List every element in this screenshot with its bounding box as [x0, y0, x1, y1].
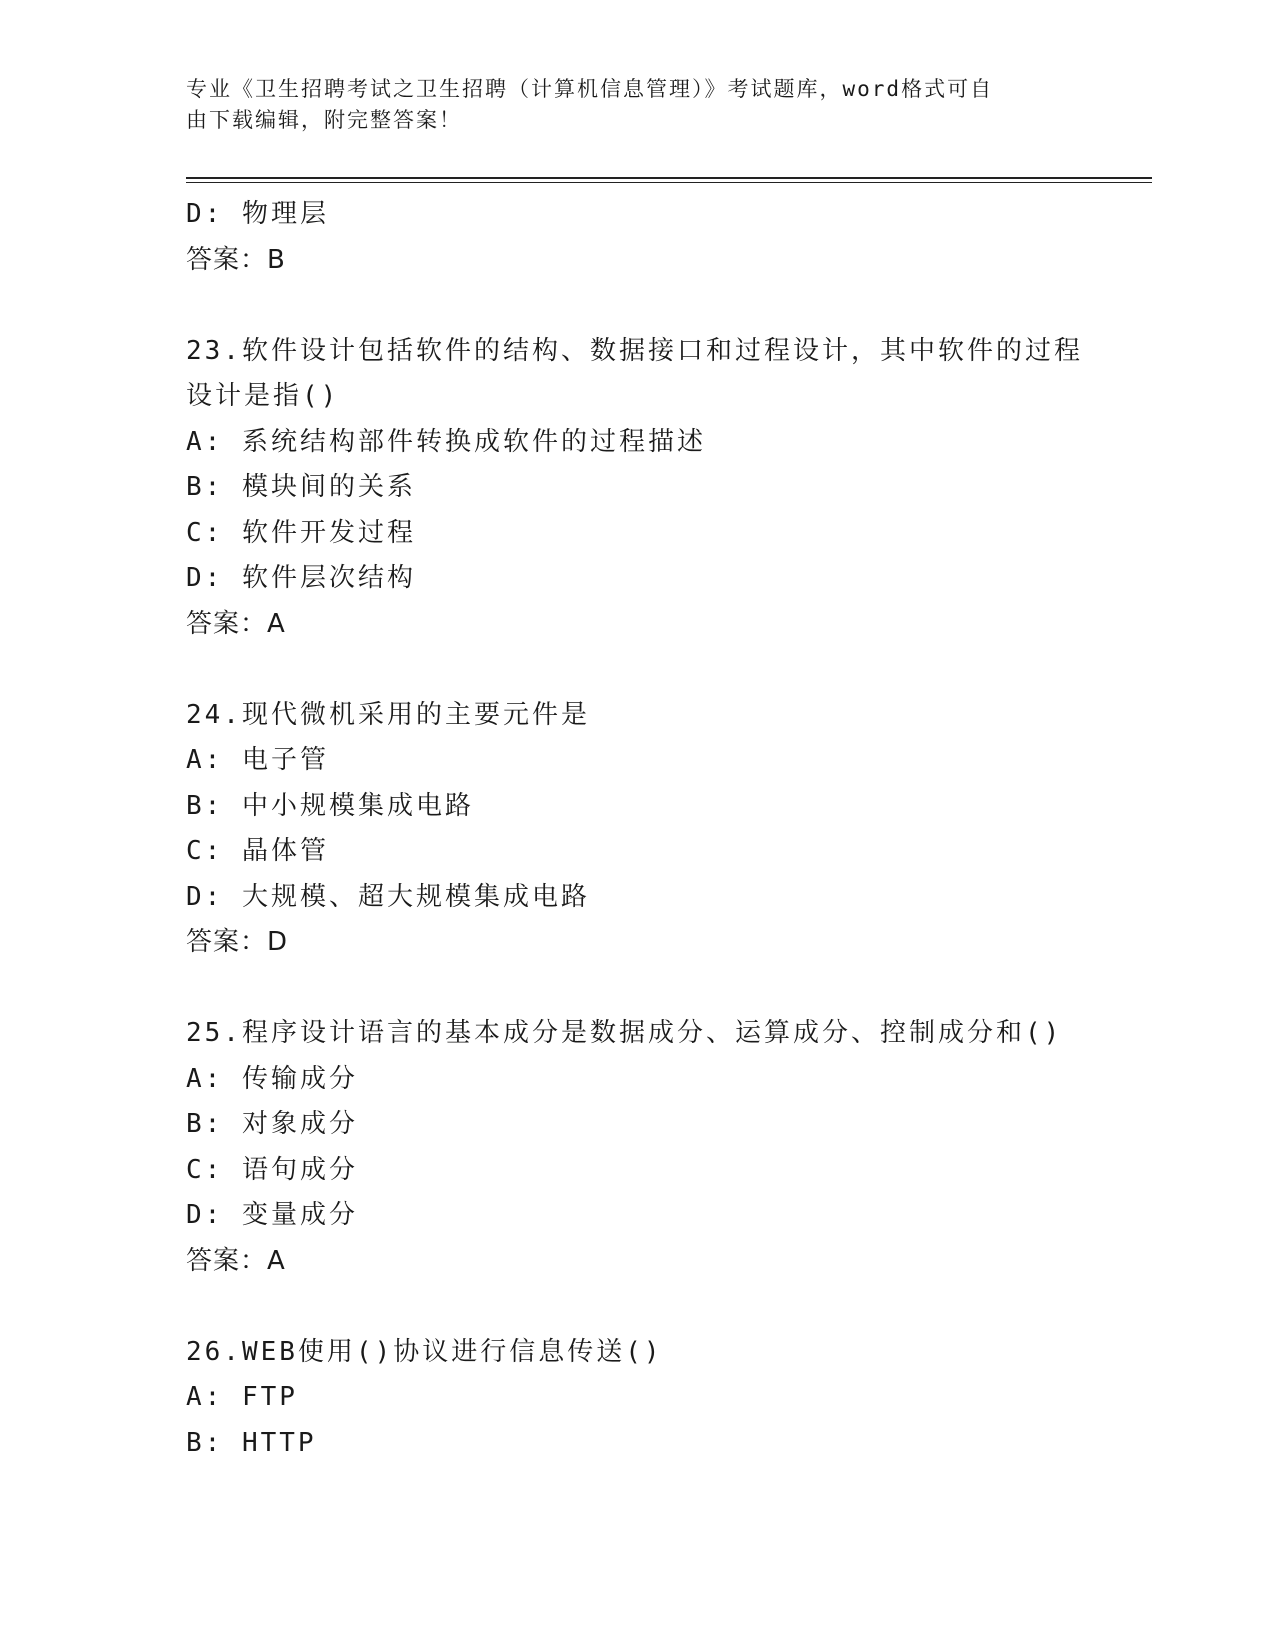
- question-25: [186, 1011, 1086, 1284]
- option-c: C: 软件开发过程: [186, 517, 416, 548]
- question-stem: 24.现代微机采用的主要元件是: [186, 699, 590, 730]
- question-22-tail: [186, 192, 1086, 283]
- option-d: D: 大规模、超大规模集成电路: [186, 881, 590, 912]
- header-line-2: 由下载编辑，附完整答案！: [186, 108, 462, 132]
- option-b: B: 中小规模集成电路: [186, 790, 474, 821]
- option-c: C: 语句成分: [186, 1154, 358, 1185]
- question-stem: 25.程序设计语言的基本成分是数据成分、运算成分、控制成分和(): [186, 1018, 1063, 1048]
- option-d: D: 变量成分: [186, 1200, 358, 1230]
- answer-line: 答案：D: [186, 927, 289, 957]
- question-stem: 26.WEB使用()协议进行信息传送(): [186, 1336, 663, 1367]
- option-a: A: 电子管: [186, 745, 329, 775]
- answer-line: 答案：A: [186, 1245, 286, 1276]
- question-24: [186, 693, 1086, 966]
- document-header: [186, 74, 1066, 136]
- option-d: D: 物理层: [186, 199, 329, 229]
- question-stem-cont: 设计是指(): [186, 381, 340, 411]
- question-stem: 23.软件设计包括软件的结构、数据接口和过程设计，其中软件的过程: [186, 335, 1083, 366]
- option-a: A: 系统结构部件转换成软件的过程描述: [186, 426, 706, 457]
- option-b: B: 模块间的关系: [186, 472, 416, 502]
- question-23: [186, 329, 1086, 648]
- question-26: [186, 1330, 1086, 1467]
- answer-line: 答案：B: [186, 244, 286, 275]
- header-divider: [186, 177, 1152, 179]
- question-list: [186, 192, 1086, 1466]
- option-b: B: 对象成分: [186, 1109, 358, 1139]
- option-d: D: 软件层次结构: [186, 563, 416, 593]
- answer-line: 答案：A: [186, 608, 286, 639]
- option-a: A: 传输成分: [186, 1063, 358, 1094]
- header-divider-thin: [186, 182, 1152, 183]
- option-a: A: FTP: [186, 1382, 298, 1412]
- option-b: B: HTTP: [186, 1427, 317, 1458]
- header-line-1: 专业《卫生招聘考试之卫生招聘（计算机信息管理）》考试题库，word格式可自: [186, 77, 994, 101]
- option-c: C: 晶体管: [186, 836, 329, 866]
